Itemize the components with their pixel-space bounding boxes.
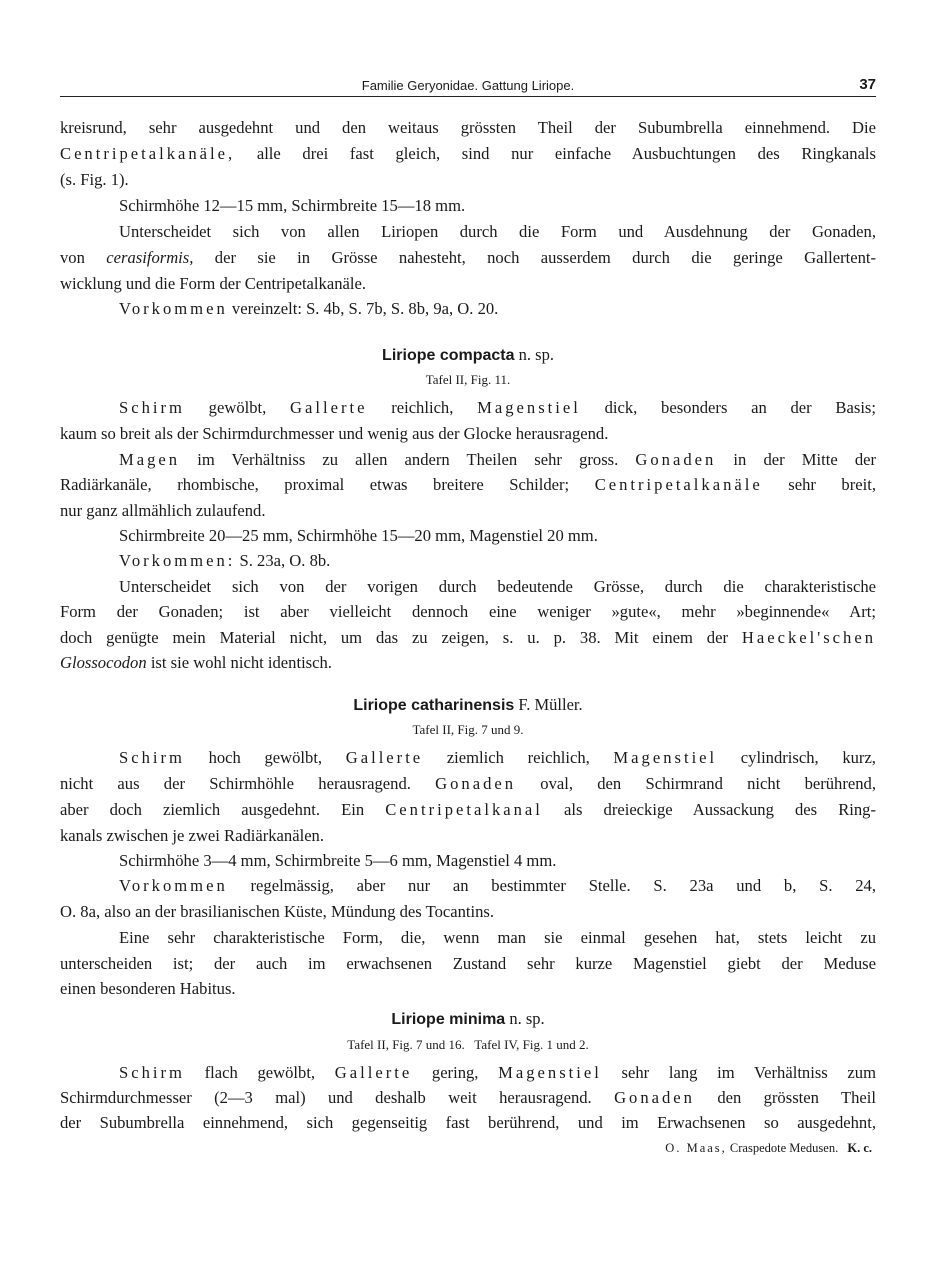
running-head <box>60 76 876 97</box>
text-line: kanals zwischen je zwei Radiärkanälen. <box>60 826 325 845</box>
text-line: unterscheiden ist; der auch im erwachsenen Zustand sehr kurze Magenstiel giebt der Meduse <box>60 954 876 973</box>
text-line: kreisrund, sehr ausgedehnt und den weitaus grössten Theil der Subumbrella einnehmend. Die <box>60 118 876 137</box>
text-line: Unterscheidet sich von allen Liriopen durch die Form und Ausdehnung der Gonaden, <box>119 222 876 241</box>
text-line: Schirmhöhe 12—15 mm, Schirmbreite 15—18 mm. <box>119 196 466 215</box>
text-line: der Subumbrella einnehmend, sich gegenseitig fast berührend, und im Erwachsenen so ausgedehnt, <box>60 1113 876 1132</box>
text-line: Form der Gonaden; ist aber vielleicht dennoch eine weniger »gute«, mehr »beginnende« Art; <box>60 602 876 621</box>
text-line: Vorkommen vereinzelt: S. 4b, S. 7b, S. 8b, 9a, O. 20. <box>119 299 499 318</box>
text-line: Centripetalkanäle, alle drei fast gleich, sind nur einfache Ausbuchtungen des Ringkanals <box>60 144 877 163</box>
text-line: wicklung und die Form der Centripetalkanäle. <box>60 274 366 293</box>
text-line: O. 8a, also an der brasilianischen Küste, Mündung des Tocantins. <box>60 902 495 921</box>
text-line: aber doch ziemlich ausgedehnt. Ein Centripetalkanal als dreieckige Aussackung des Ring- <box>60 800 876 819</box>
text-line: Schirm gewölbt, Gallerte reichlich, Magenstiel dick, besonders an der Basis; <box>119 398 876 417</box>
text-line: Radiärkanäle, rhombische, proximal etwas breitere Schilder; Centripetalkanäle sehr breit, <box>60 475 876 494</box>
signature-footer: O. Maas, Craspedote Medusen. K. c. <box>665 1141 872 1155</box>
plate-reference: Tafel II, Fig. 7 und 16. Tafel IV, Fig. 1 und 2. <box>347 1037 589 1052</box>
text-line: Schirm hoch gewölbt, Gallerte ziemlich reichlich, Magenstiel cylindrisch, kurz, <box>119 748 876 767</box>
species-heading-compacta: Liriope compacta n. sp. <box>382 345 554 364</box>
text-line: Glossocodon ist sie wohl nicht identisch. <box>60 653 332 672</box>
text-line: Vorkommen regelmässig, aber nur an bestimmter Stelle. S. 23a und b, S. 24, <box>119 876 876 895</box>
text-line: von cerasiformis, der sie in Grösse nahesteht, noch ausserdem durch die geringe Gallertent- <box>60 248 876 267</box>
plate-reference: Tafel II, Fig. 7 und 9. <box>412 722 524 737</box>
text-line: Vorkommen: S. 23a, O. 8b. <box>119 551 331 570</box>
text-line: kaum so breit als der Schirmdurchmesser und wenig aus der Glocke herausragend. <box>60 424 609 443</box>
running-head-title: Familie Geryonidae. Gattung Liriope. <box>361 78 575 93</box>
page-number: 37 <box>859 76 876 93</box>
text-line: Schirmbreite 20—25 mm, Schirmhöhe 15—20 mm, Magenstiel 20 mm. <box>119 526 598 545</box>
text-line: Eine sehr charakteristische Form, die, wenn man sie einmal gesehen hat, stets leicht zu <box>119 928 876 947</box>
text-line: Schirmdurchmesser (2—3 mal) und deshalb weit herausragend. Gonaden den grössten Theil <box>60 1088 876 1107</box>
text-line: einen besonderen Habitus. <box>60 979 236 998</box>
plate-reference: Tafel II, Fig. 11. <box>425 372 511 387</box>
text-line: doch genügte mein Material nicht, um das zu zeigen, s. u. p. 38. Mit einem der Haeckel'schen <box>60 628 876 647</box>
text-line: Unterscheidet sich von der vorigen durch bedeutende Grösse, durch die charakteristische <box>119 577 876 596</box>
text-line: (s. Fig. 1). <box>60 170 129 189</box>
text-line: Magen im Verhältniss zu allen andern Theilen sehr gross. Gonaden in der Mitte der <box>119 450 877 469</box>
text-line: Schirm flach gewölbt, Gallerte gering, Magenstiel sehr lang im Verhältniss zum <box>119 1063 877 1082</box>
species-heading-minima: Liriope minima n. sp. <box>391 1009 545 1028</box>
text-line: nur ganz allmählich zulaufend. <box>60 501 266 520</box>
species-heading-catharinensis: Liriope catharinensis F. Müller. <box>353 695 583 714</box>
text-line: Schirmhöhe 3—4 mm, Schirmbreite 5—6 mm, Magenstiel 4 mm. <box>119 851 557 870</box>
text-line: nicht aus der Schirmhöhle herausragend. Gonaden oval, den Schirmrand nicht berührend, <box>60 774 876 793</box>
